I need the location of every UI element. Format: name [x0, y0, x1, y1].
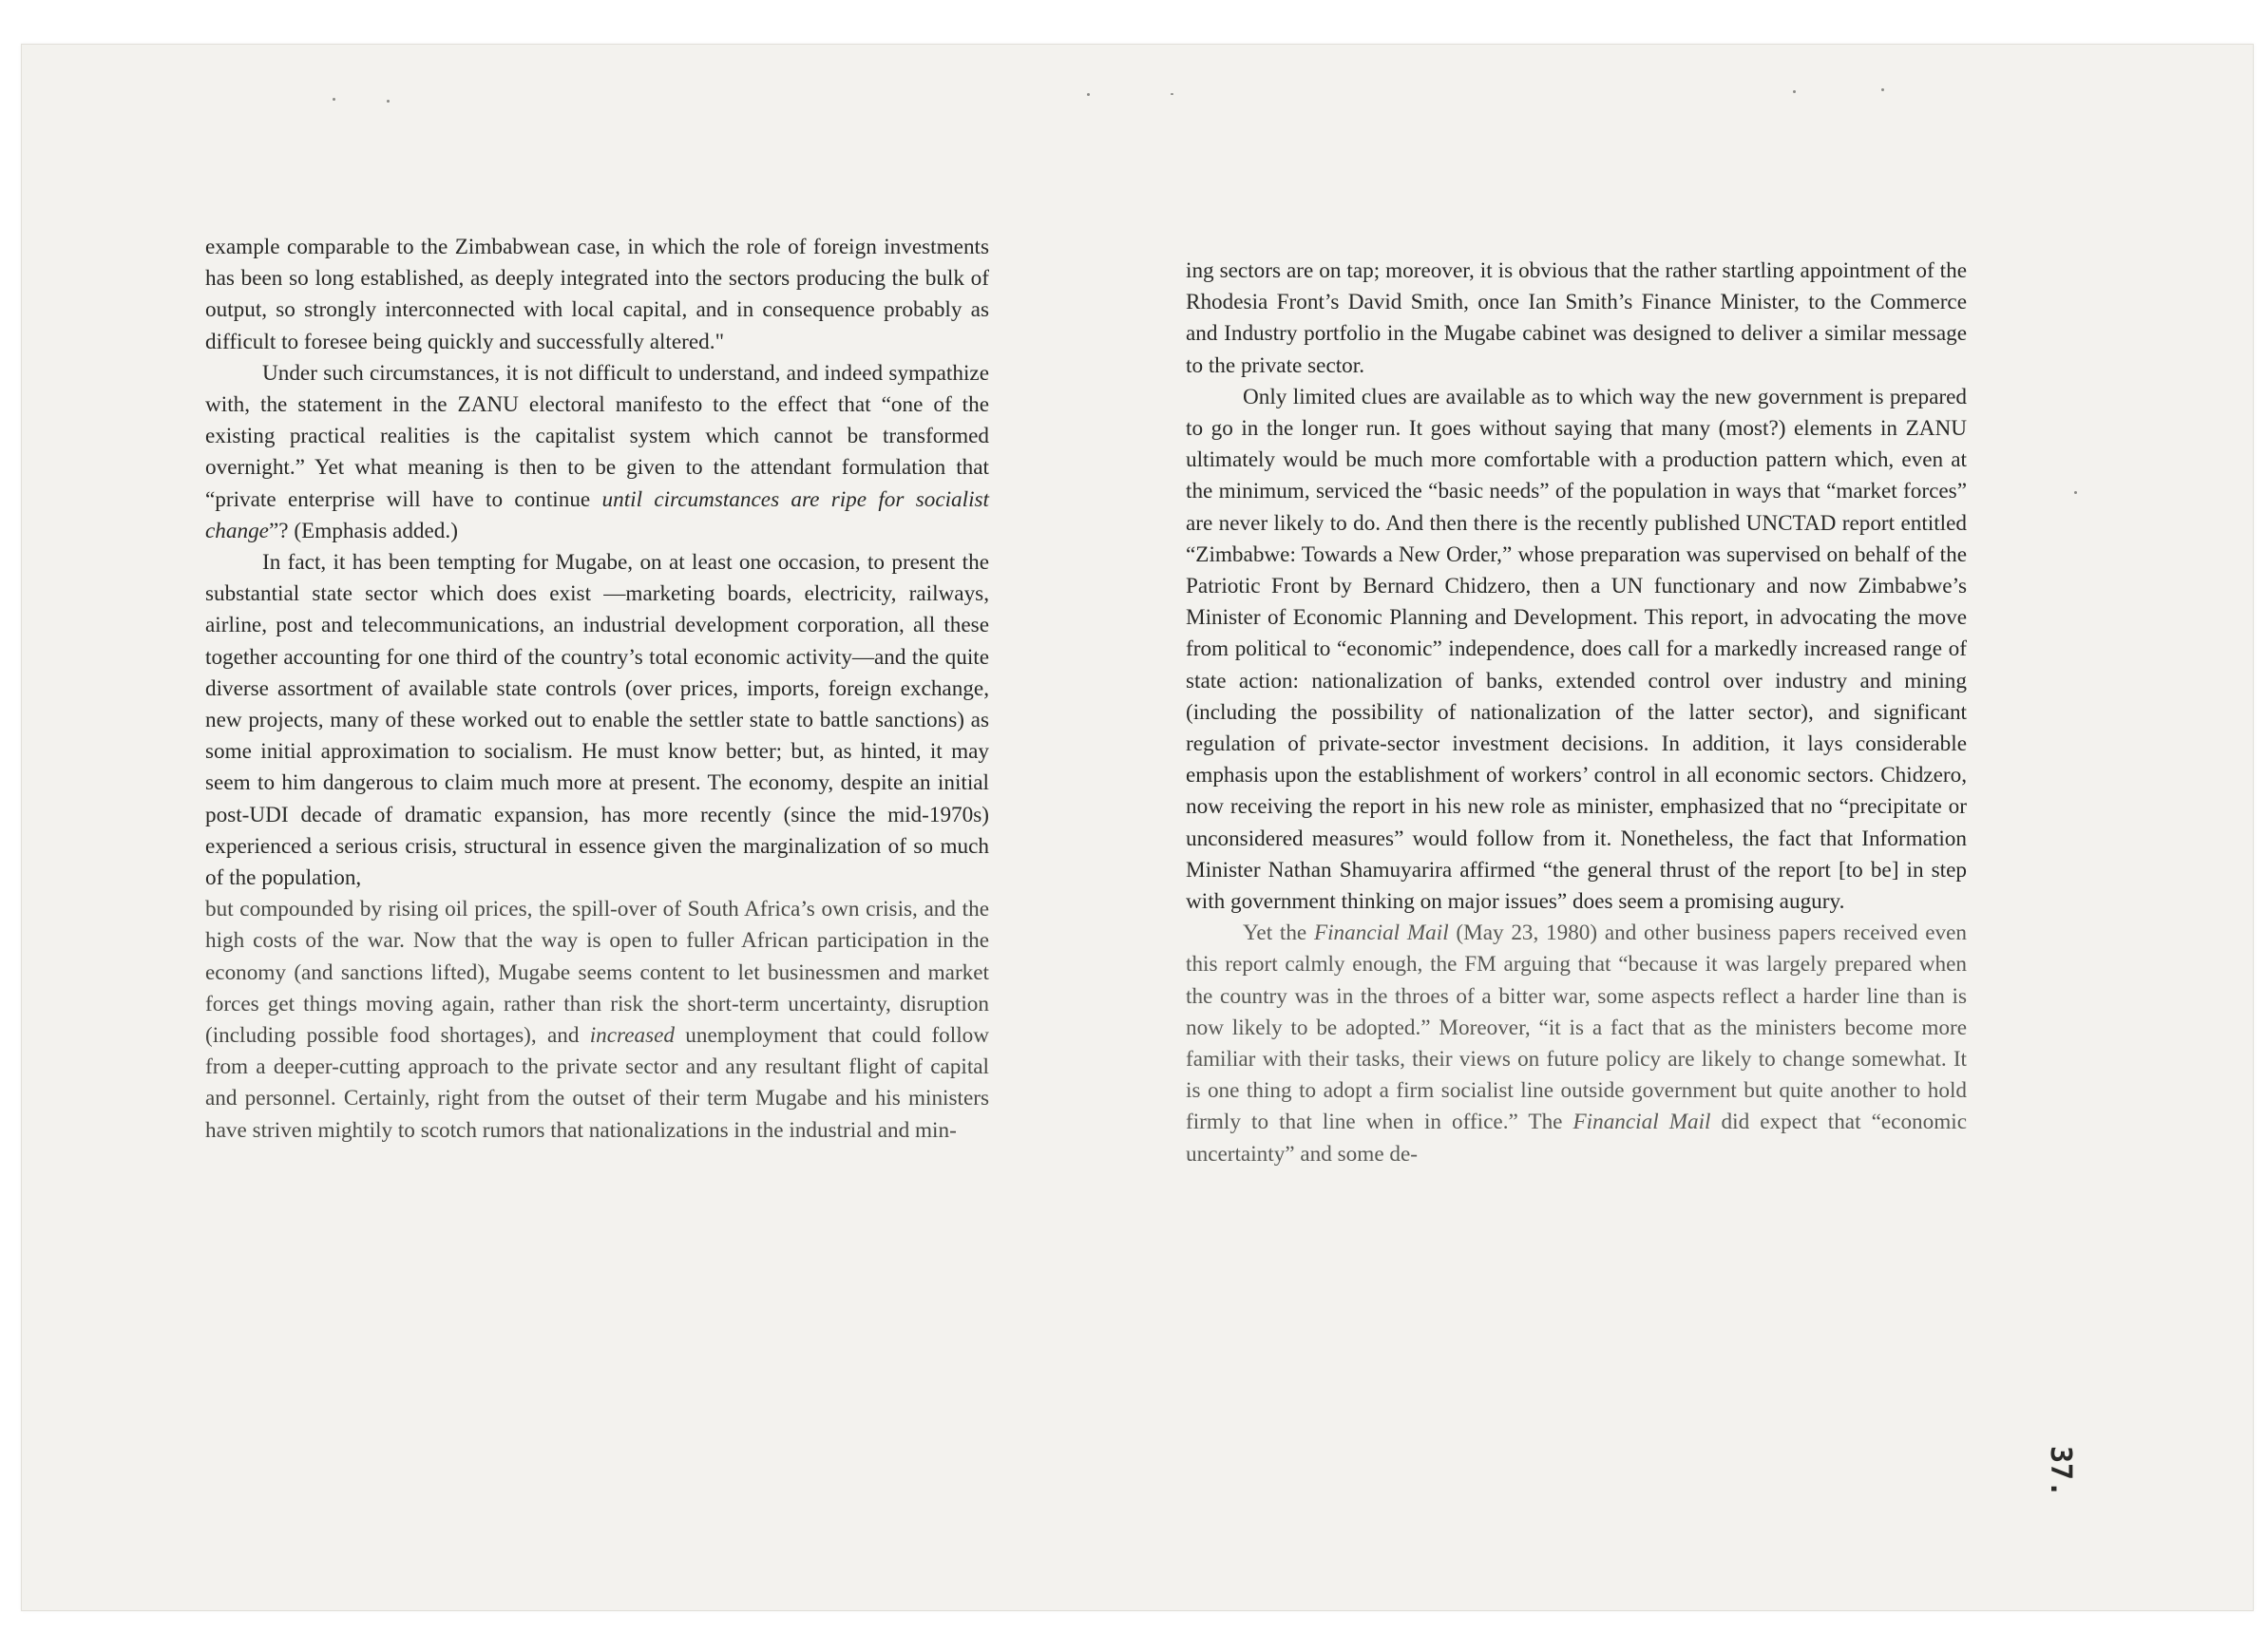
right-paragraph-3-text-b: (May 23, 1980) and other business papers received even this report calmly enough, the FM arguing that “because it was largely prepared when the country was in the throes of a bitter war, some aspects reflect a harder line than is now likely to be adopted.” Moreover, “it is a fact that as the ministers become more familiar with their tasks, their views on future policy are likely to change somewhat. It is one thing to adopt a firm socialist line outside government but quite another to hold firmly to that line when in office.” The	[1186, 921, 1967, 1135]
left-paragraph-1: example comparable to the Zimbabwean case, in which the role of foreign investments has been so long established, as deeply integrated into the sectors producing the bulk of output, so strongly interconnected with local capital, and in consequence probably as difficult to foresee being quickly and successfully altered."	[205, 235, 989, 354]
right-paragraph-1: ing sectors are on tap; moreover, it is obvious that the rather startling appointment of the Rhodesia Front’s David Smith, once Ian Smith’s Finance Minister, to the Commerce and Industry portfolio in the Mugabe cabinet was designed to deliver a similar message to the private sector.	[1186, 258, 1967, 378]
left-paragraph-3-emphasis: increased	[589, 1023, 676, 1049]
right-paragraph-3-emphasis-1: Financial Mail	[1313, 921, 1449, 946]
paper-speck	[1793, 90, 1796, 93]
left-paragraph-2-text-a: Under such circumstances, it is not difficult to understand, and indeed sympathize with, the statement in the ZANU electoral manifesto to the effect that “one of the existing practical realities is the capitalist system which cannot be transformed overnight.” Yet what meaning is then to be given to the attendant formulation that “private enterprise will have to continue	[205, 360, 989, 512]
paper-speck	[387, 100, 390, 103]
right-paragraph-3-text-a: Yet the	[1243, 921, 1314, 946]
paper-speck	[333, 98, 335, 101]
left-paragraph-3-continued	[205, 894, 989, 1147]
left-paragraph-2	[205, 358, 989, 547]
paper-speck	[1171, 93, 1173, 95]
paper-speck	[1881, 88, 1884, 91]
left-paragraph-2-emphasis: until circumstances are ripe for socialist change	[205, 486, 989, 543]
right-paragraph-3-emphasis-2: Financial Mail	[1572, 1110, 1711, 1135]
right-text-column	[1186, 256, 1967, 1170]
paper-speck	[2074, 491, 2077, 494]
left-text-column	[205, 232, 989, 1147]
page-number: 37.	[2044, 1446, 2077, 1498]
left-paragraph-3-text-b: but compounded by rising oil prices, the spill-over of South Africa’s own crisis, and the high costs of the war. Now that the way is open to fuller African participation in the economy (and sanctions lifted), Mugabe seems content to let businessmen and market forces get things moving again, rather than risk the short-term uncertainty, disruption (including possible food shortages), and	[205, 897, 989, 1049]
left-paragraph-2-text-b: ”? (Emphasis added.)	[268, 518, 458, 543]
left-paragraph-3: In fact, it has been tempting for Mugabe, on at least one occasion, to present the substantial state sector which does exist —marketing boards, electricity, railways, airline, post and telecommunications, an industrial development corporation, all these together accounting for one third of the country’s total economic activity—and the quite diverse assortment of available state controls (over prices, imports, foreign exchange, new projects, many of these worked out to enable the settler state to battle sanctions) as some initial approximation to socialism. He must know better; but, as hinted, it may seem to him dangerous to claim much more at present. The economy, despite an initial post-UDI decade of dramatic expansion, has more recently (since the mid-1970s) experienced a serious crisis, structural in essence given the marginalization of so much of the population,	[205, 550, 989, 891]
document-page	[21, 44, 2254, 1611]
paper-speck	[1087, 93, 1090, 96]
right-paragraph-3-text-c: did expect that “economic uncertainty” and some de-	[1186, 1110, 1967, 1167]
left-paragraph-3-text-c: unemployment that could follow from a deeper-cutting approach to the private sector and any resultant flight of capital and personnel. Certainly, right from the outset of their term Mugabe and his ministers have striven mightily to scotch rumors that nationalizations in the industrial and min-	[205, 1023, 989, 1143]
right-paragraph-3	[1186, 918, 1967, 1170]
right-paragraph-2: Only limited clues are available as to which way the new government is prepared to go in the longer run. It goes without saying that many (most?) elements in ZANU ultimately would be much more comfortable with a production pattern which, even at the minimum, serviced the “basic needs” of the population in ways that “market forces” are never likely to do. And then there is the recently published UNCTAD report entitled “Zimbabwe: Towards a New Order,” whose preparation was supervised on behalf of the Patriotic Front by Bernard Chidzero, then a UN functionary and now Zimbabwe’s Minister of Economic Planning and Development. This report, in advocating the move from political to “economic” independence, does call for a markedly increased range of state action: nationalization of banks, extended control over industry and mining (including the possibility of nationalization of the latter sector), and significant regulation of private-sector investment decisions. In addition, it lays considerable emphasis upon the establishment of workers’ control in all economic sectors. Chidzero, now receiving the report in his new role as minister, emphasized that no “precipitate or unconsidered measures” would follow from it. Nonetheless, the fact that Information Minister Nathan Shamuyarira affirmed “the general thrust of the report [to be] in step with government thinking on major issues” does seem a promising augury.	[1186, 384, 1967, 915]
